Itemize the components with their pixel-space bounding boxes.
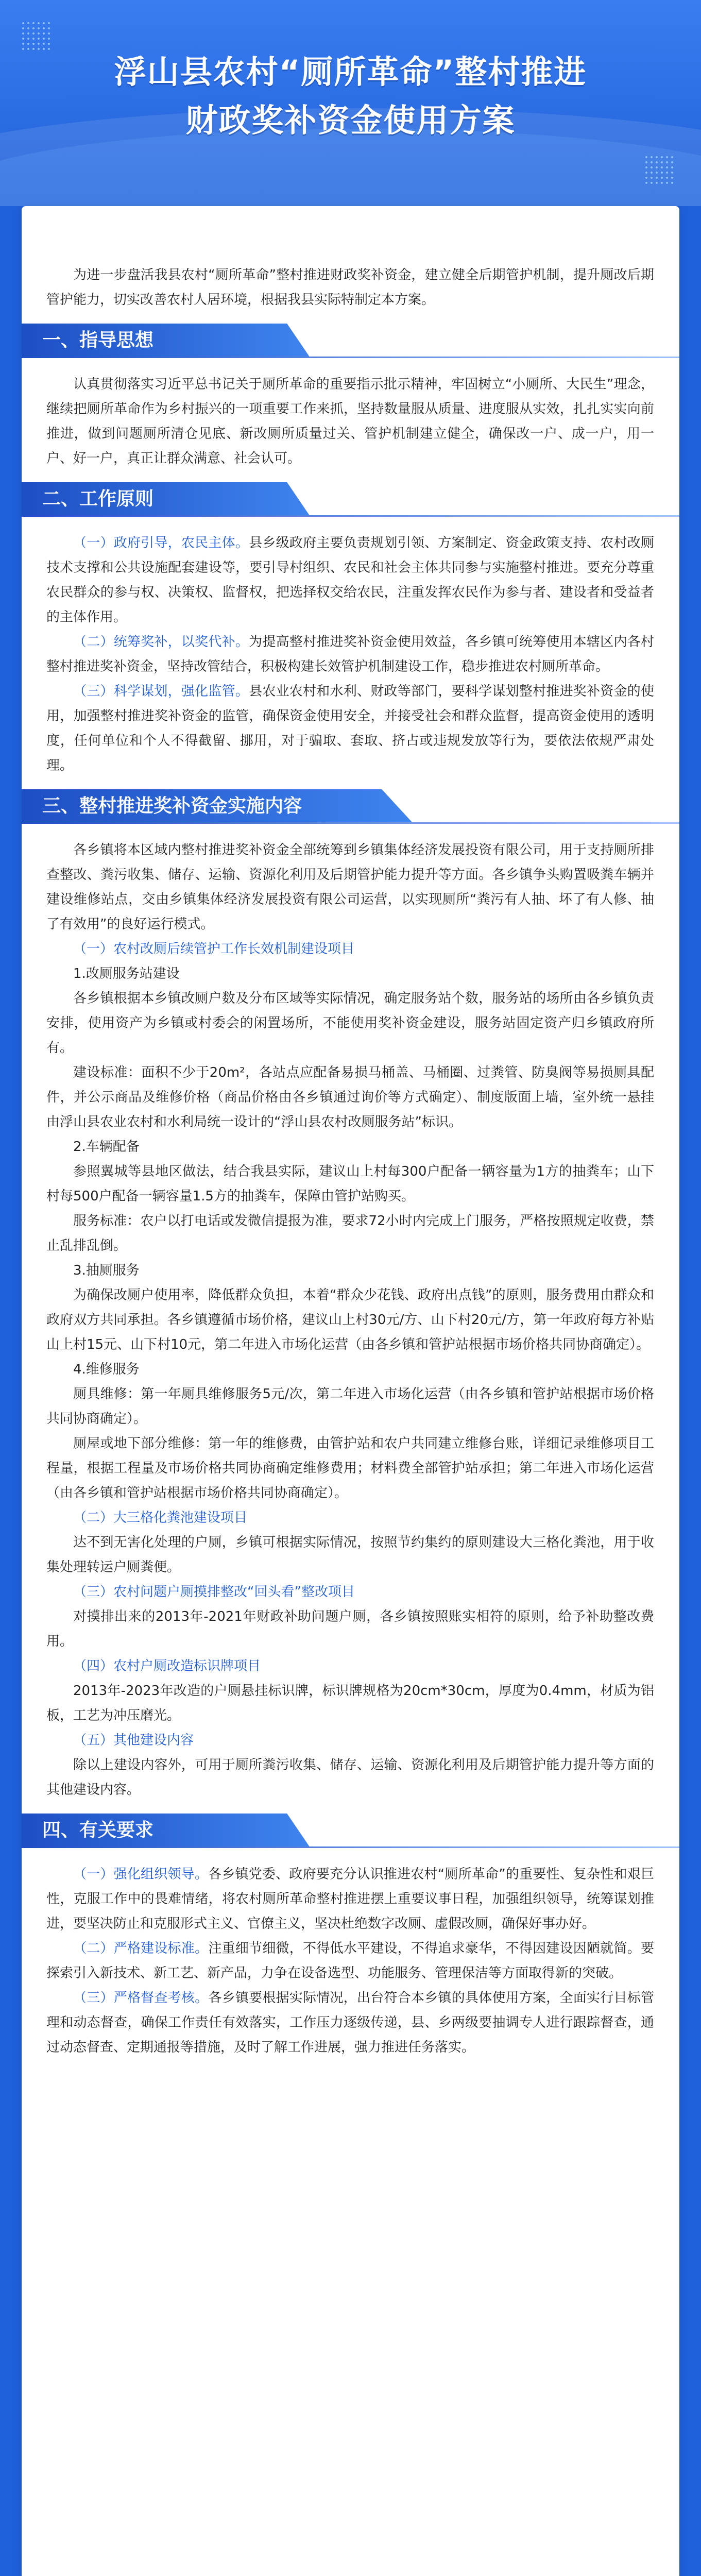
section-2-para-1 (46, 531, 654, 630)
section-header-rule (22, 1846, 679, 1848)
item-text: 对摸排出来的2013年-2021年财政补助问题户厕，各乡镇按照账实相符的原则，给予补助整改费用。 (46, 1609, 654, 1649)
header-banner (0, 0, 701, 206)
decor-dots (21, 21, 52, 52)
para-lead: （一）强化组织领导。 (73, 1867, 209, 1882)
item-text: 各乡镇根据本乡镇改厕户数及分布区域等实际情况，确定服务站个数，服务站的场所由各乡镇负责安排，使用资产为乡镇或村委会的闲置场所，不能使用奖补资金建设，服务站固定资产归乡镇政府所有。 (46, 991, 654, 1056)
section-3-intro: 各乡镇将本区域内整村推进奖补资金全部统筹到乡镇集体经济发展投资有限公司，用于支持厕所排查整改、粪污收集、储存、运输、资源化利用及后期管护能力提升等方面。各乡镇争头购置吸粪车辆并建设维修站点，交由乡镇集体经济发展投资有限公司运营，以实现厕所“粪污有人抽、坏了有人修、抽了有效用”的良好运行模式。 (46, 842, 654, 932)
subheading: （二）大三格化粪池建设项目 (73, 1510, 248, 1526)
para-lead: （二）统筹奖补，以奖代补。 (73, 634, 249, 650)
para-text: 各乡镇要根据实际情况，出台符合本乡镇的具体使用方案，全面实行目标管理和动态督查，确保工作责任有效落实，工作压力逐级传递，县、乡两级要抽调专人进行跟踪督查，通过动态督查、定期通报等措施，及时了解工作进展，强力推进任务落实。 (46, 1990, 654, 2055)
item-text: 达不到无害化处理的户厕，乡镇可根据实际情况，按照节约集约的原则建设大三格化粪池，用于收集处理转运户厕粪便。 (46, 1535, 654, 1575)
para-text: 为提高整村推进奖补资金使用效益，各乡镇可统筹使用本辖区内各村整村推进奖补资金，坚持改管结合，积极构建长效管护机制建设工作，稳步推进农村厕所革命。 (46, 634, 654, 674)
item-text: 厕具维修：第一年厕具维修服务5元/次，第二年进入市场化运营（由各乡镇和管护站根据市场价格共同协商确定）。 (46, 1386, 654, 1427)
page-title-line2: 财政奖补资金使用方案 (185, 101, 516, 139)
section-4-para-1 (46, 1862, 654, 1936)
subheading: （四）农村户厕改造标识牌项目 (73, 1658, 261, 1674)
item-heading: 4.维修服务 (73, 1362, 140, 1377)
section-header-label: 三、整村推进奖补资金实施内容 (42, 795, 302, 817)
section-1-text: 认真贯彻落实习近平总书记关于厕所革命的重要指示批示精神，牢固树立“小厕所、大民生”理念，继续把厕所革命作为乡村振兴的一项重要工作来抓，坚持数量服从质量、进度服从实效，扎扎实实向前推进，做到问题厕所清仓见底、新改厕所质量过关、管护机制建立健全，确保改一户、成一户，用一户、好一户，真正让群众满意、社会认可。 (46, 377, 654, 466)
item-text: 参照翼城等县地区做法，结合我县实际，建议山上村每300户配备一辆容量为1方的抽粪车；山下村每500户配备一辆容量1.5方的抽粪车，保障由管护站购买。 (46, 1164, 654, 1204)
item-text: 服务标准：农户以打电话或发微信提报为准，要求72小时内完成上门服务，严格按照规定收费，禁止乱排乱倒。 (46, 1213, 654, 1253)
subheading: （三）农村问题户厕摸排整改“回头看”整改项目 (73, 1584, 355, 1600)
item-text: 为确保改厕户使用率，降低群众负担，本着“群众少花钱、政府出点钱”的原则，服务费用由群众和政府双方共同承担。各乡镇遵循市场价格，建议山上村30元/方、山下村20元/方，第一年政府每方补贴山上村15元、山下村10元，第二年进入市场化运营（由各乡镇和管护站根据市场价格共同协商确定）。 (46, 1287, 654, 1352)
subheading: （一）农村改厕后续管护工作长效机制建设项目 (73, 941, 355, 957)
section-2-para-3 (46, 679, 654, 778)
para-text: 县乡级政府主要负责规划引领、方案制定、资金政策支持、农村改厕技术支撑和公共设施配套建设等，要引导村组织、农民和社会主体共同参与实施整村推进。要充分尊重农民群众的参与权、决策权、监督权，把选择权交给农民，注重发挥农民作为参与者、建设者和受益者的主体作用。 (46, 535, 654, 625)
section-4-para-2 (46, 1936, 654, 1986)
para-lead: （二）严格建设标准。 (73, 1941, 209, 1956)
section-header-4 (22, 1814, 679, 1848)
section-header-2 (22, 482, 679, 516)
section-header-rule (22, 357, 679, 358)
para-text: 县农业农村和水利、财政等部门，要科学谋划整村推进奖补资金的使用，加强整村推进奖补资金的监管，确保资金使用安全，并接受社会和群众监督，提高资金使用的透明度，任何单位和个人不得截留、挪用，对于骗取、套取、挤占或违规发放等行为，要依法依规严肃处理。 (46, 684, 654, 773)
section-4-para-3 (46, 1986, 654, 2060)
para-text: 各乡镇党委、政府要充分认识推进农村“厕所革命”的重要性、复杂性和艰巨性，克服工作中的畏难情绪，将农村厕所革命整村推进摆上重要议事日程，加强组织领导，统筹谋划推进，要坚决防止和克服形式主义、官僚主义，坚决杜绝数字改厕、虚假改厕，确保好事办好。 (46, 1867, 654, 1931)
item-heading: 3.抽厕服务 (73, 1263, 140, 1278)
subheading: （五）其他建设内容 (73, 1733, 194, 1748)
item-heading: 1.改厕服务站建设 (73, 966, 180, 981)
item-text: 建设标准：面积不少于20m²，各站点应配备易损马桶盖、马桶圈、过粪管、防臭阀等易损厕具配件，并公示商品及维修价格（商品价格由各乡镇通过询价等方式确定）、制度版面上墙，室外统一悬挂由浮山县农业农村和水利局统一设计的“浮山县农村改厕服务站”标识。 (46, 1065, 654, 1130)
section-header-rule (22, 822, 679, 824)
para-lead: （一）政府引导，农民主体。 (73, 535, 249, 551)
section-header-1 (22, 324, 679, 358)
item-text: 除以上建设内容外，可用于厕所粪污收集、储存、运输、资源化利用及后期管护能力提升等方面的其他建设内容。 (46, 1757, 654, 1798)
section-header-3 (22, 789, 679, 823)
section-2-para-2 (46, 630, 654, 679)
intro-paragraph: 为进一步盘活我县农村“厕所革命”整村推进财政奖补资金，建立健全后期管护机制，提升厕改后期管护能力，切实改善农村人居环境，根据我县实际特制定本方案。 (46, 267, 654, 308)
section-header-rule (22, 515, 679, 517)
section-header-label: 四、有关要求 (42, 1820, 154, 1841)
item-text: 厕屋或地下部分维修：第一年的维修费，由管护站和农户共同建立维修台账，详细记录维修项目工程量，根据工程量及市场价格共同协商确定维修费用；材料费全部管护站承担；第二年进入市场化运营（由各乡镇和管护站根据市场价格共同协商确定）。 (46, 1436, 654, 1501)
item-heading: 2.车辆配备 (73, 1139, 140, 1155)
para-text: 注重细节细微，不得低水平建设，不得追求豪华，不得因建设因陋就简。要探索引入新技术、新工艺、新产品，力争在设备选型、功能服务、管理保洁等方面取得新的突破。 (46, 1941, 654, 1981)
item-text: 2013年-2023年改造的户厕悬挂标识牌，标识牌规格为20cm*30cm，厚度为0.4mm，材质为铝板，工艺为冲压磨光。 (46, 1683, 654, 1723)
decor-dots (644, 155, 675, 185)
para-lead: （三）科学谋划，强化监管。 (73, 684, 249, 699)
section-header-label: 二、工作原则 (42, 488, 154, 510)
page-title-line1: 浮山县农村“厕所革命”整村推进 (114, 53, 587, 91)
document-content (42, 263, 654, 2060)
para-lead: （三）严格督查考核。 (73, 1990, 209, 2006)
section-header-label: 一、指导思想 (42, 330, 154, 351)
